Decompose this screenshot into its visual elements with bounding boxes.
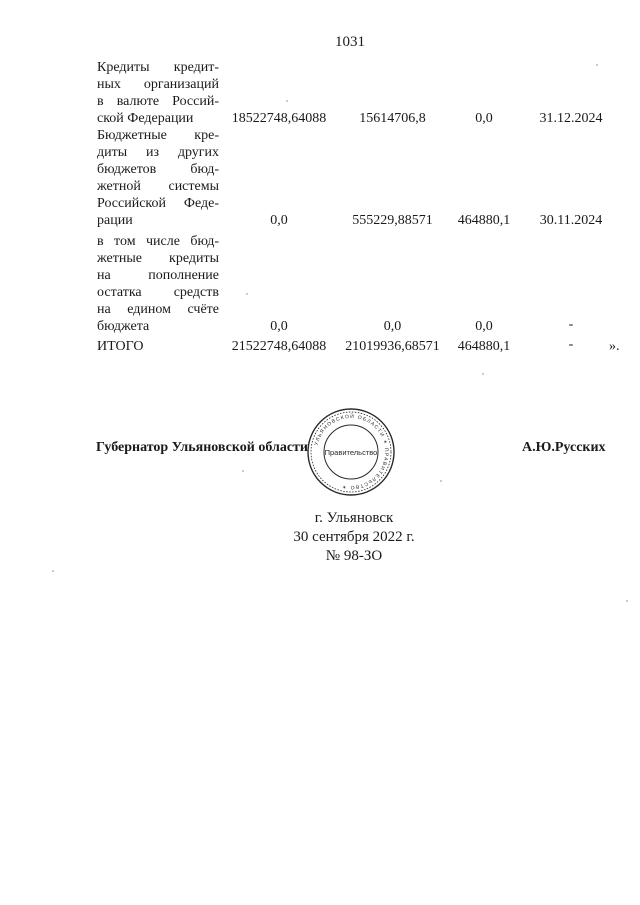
cell-value: 15614706,8 — [359, 111, 426, 126]
cell-value: 0,0 — [475, 319, 493, 334]
cell-date: 31.12.2024 — [539, 111, 603, 126]
page-number: 1031 — [335, 34, 365, 50]
scan-speck — [482, 373, 484, 375]
label-line: остатка средств — [97, 285, 219, 300]
cell-value: 0,0 — [383, 319, 402, 334]
row-label-budget-credits — [97, 127, 219, 229]
cell-value: 0,0 — [475, 111, 493, 126]
cell-value: 0,0 — [270, 213, 288, 228]
label-line: в валюте Россий- — [97, 94, 219, 109]
cell-date: 30.11.2024 — [539, 213, 603, 228]
label-line: жетной системы — [97, 179, 219, 194]
scan-speck — [246, 293, 248, 295]
label-line: Российской Феде- — [97, 196, 219, 211]
label-line: рации — [97, 213, 133, 228]
footer-city: г. Ульяновск — [314, 510, 394, 526]
closing-quote: ». — [609, 339, 620, 354]
label-line: Кредиты кредит- — [97, 60, 219, 75]
label-line: диты из других — [97, 145, 219, 160]
label-line: бюджетов бюд- — [97, 162, 219, 177]
total-date: - — [568, 337, 574, 352]
scan-speck — [242, 470, 244, 472]
cell-value: 464880,1 — [457, 213, 511, 228]
label-line: в том числе бюд- — [97, 234, 219, 249]
scan-speck — [52, 570, 54, 572]
cell-value: 555229,88571 — [352, 213, 433, 228]
scan-speck — [440, 480, 442, 482]
scan-speck — [626, 600, 628, 602]
footer-date: 30 сентября 2022 г. — [293, 529, 415, 545]
svg-text:Правительство: Правительство — [324, 448, 378, 457]
scan-speck — [596, 64, 598, 66]
official-seal — [306, 407, 396, 497]
total-value: 21522748,64088 — [231, 339, 327, 354]
signature-title: Губернатор Ульяновской области — [96, 440, 308, 455]
scan-speck — [286, 100, 288, 102]
label-line: бюджета — [97, 319, 150, 334]
total-label: ИТОГО — [97, 339, 144, 354]
cell-value: 18522748,64088 — [231, 111, 327, 126]
footer-number: № 98-ЗО — [325, 548, 383, 564]
label-line: Бюджетные кре- — [97, 128, 219, 143]
label-line: ской Федерации — [97, 111, 194, 126]
label-line: ных организаций — [97, 77, 219, 92]
svg-text:УЛЬЯНОВСКОЙ ОБЛАСТИ ✶ ПРАВИТЕЛ: УЛЬЯНОВСКОЙ ОБЛАСТИ ✶ ПРАВИТЕЛЬСТВО ✶ — [313, 413, 390, 491]
label-line: на едином счёте — [97, 302, 219, 317]
cell-date: - — [568, 317, 574, 332]
signature-name: А.Ю.Русских — [522, 440, 606, 455]
total-value: 21019936,68571 — [345, 339, 440, 354]
label-line: на пополнение — [97, 268, 219, 283]
cell-value: 0,0 — [270, 319, 288, 334]
row-label-credit-orgs — [97, 59, 219, 127]
total-value: 464880,1 — [457, 339, 511, 354]
label-line: жетные кредиты — [97, 251, 219, 266]
row-label-including — [97, 233, 219, 335]
